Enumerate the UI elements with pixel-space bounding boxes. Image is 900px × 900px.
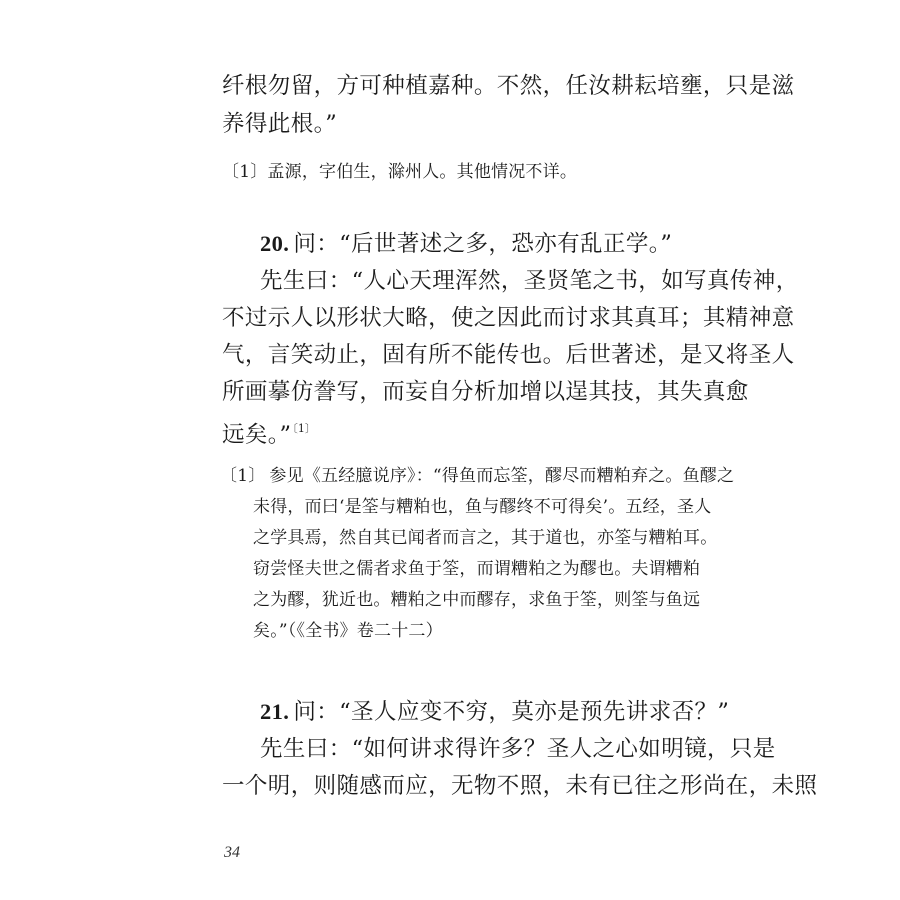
footnote-line: 窃尝怪夫世之儒者求鱼于筌，而谓糟粕之为醪也。夫谓糟粕 (253, 559, 701, 579)
body-line: 先生曰：“人心天理浑然，圣贤笔之书，如写真传神， (260, 268, 799, 294)
section-question: 问：“圣人应变不穷，莫亦是预先讲求否？” (293, 699, 730, 725)
body-line: 先生曰：“如何讲求得许多？圣人之心如明镜，只是 (260, 736, 776, 762)
body-text: 远矣。” (222, 422, 292, 448)
section-question: 问：“后世著述之多，恐亦有乱正学。” (293, 231, 673, 257)
section-heading-21 (260, 697, 729, 727)
body-line: 气，言笑动止，固有所不能传也。后世著述，是又将圣人 (222, 342, 795, 368)
footnote-line: 矣。”（《全书》卷二十二） (253, 621, 443, 641)
footnote-line (220, 464, 735, 488)
footnote: 〔1〕孟源，字伯生，滁州人。其他情况不详。 (222, 162, 578, 182)
footnote-marker: 〔1〕 (220, 466, 266, 486)
footnote-line: 未得，而曰‘是筌与糟粕也，鱼与醪终不可得矣’。五经，圣人 (253, 497, 712, 517)
body-line-last (222, 414, 682, 450)
footnote-text: 参见《五经臆说序》：“得鱼而忘筌，醪尽而糟粕弃之。鱼醪之 (269, 466, 735, 486)
footnote-line: 之为醪，犹近也。糟粕之中而醪存，求鱼于筌，则筌与鱼远 (253, 590, 701, 610)
section-number: 21. (260, 699, 290, 724)
section-number: 20. (260, 231, 290, 256)
body-line: 一个明，则随感而应，无物不照，未有已往之形尚在，未照 (222, 773, 818, 799)
body-line: 所画摹仿誊写，而妄自分析加增以逞其技，其失真愈 (222, 379, 749, 405)
body-line: 不过示人以形状大略，使之因此而讨求其真耳；其精神意 (222, 305, 795, 331)
page-number: 34 (224, 844, 240, 861)
footnote-line: 之学具焉，然自其已闻者而言之，其于道也，亦筌与糟粕耳。 (253, 528, 718, 548)
body-line: 养得此根。” (222, 111, 338, 137)
section-heading-20 (260, 229, 672, 259)
footnote-reference: 〔1〕 (292, 422, 316, 435)
body-line: 纤根勿留，方可种植嘉种。不然，任汝耕耘培壅，只是滋 (222, 73, 795, 99)
